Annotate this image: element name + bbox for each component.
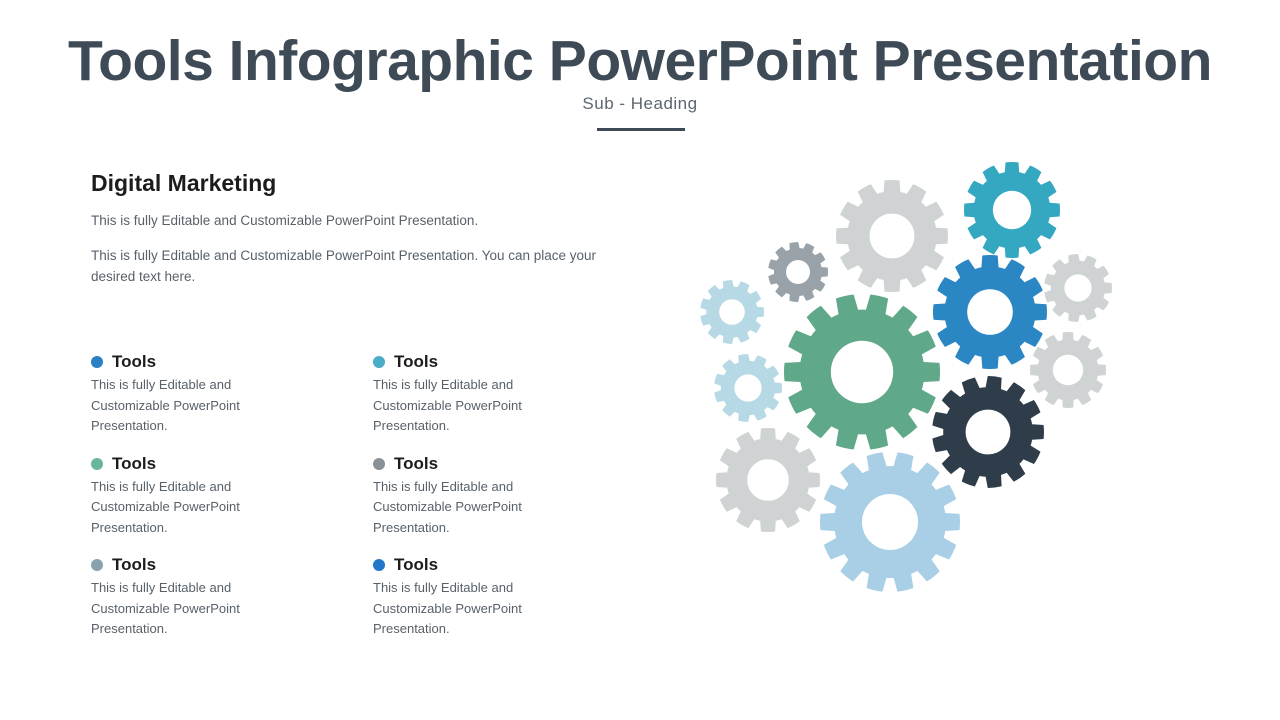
bullet-header-4 [373,454,631,474]
bullet-item-5 [91,555,373,640]
gear-lightblue-sm [700,280,764,344]
gear-grey-left [716,428,820,532]
tools-bullet-grid [91,352,631,657]
gear-lightblue-sm2 [714,354,782,422]
intro-paragraph-2: This is fully Editable and Customizable PowerPoint Presentation. You can place your desired text here. [91,247,597,284]
gear-green-large [784,294,940,449]
bullet-item-6 [373,555,631,646]
bullet-header-1 [91,352,373,372]
gear-grey-right [1044,254,1112,322]
bullet-title-5: Tools [112,555,157,575]
gear-blue-bottom-hub [862,494,918,550]
gears-cluster-illustration [680,140,1160,640]
bullet-dot-icon [373,458,385,470]
gear-grey-right2-hub [1053,355,1083,385]
gear-darkgrey-sm [768,242,828,302]
bullet-dot-icon [373,356,385,368]
bullet-body-1: This is fully Editable and Customizable PowerPoint Presentation. [91,377,240,434]
bullet-header-6 [373,555,631,575]
gear-blue-mid-hub [967,289,1013,335]
gear-darkgrey-sm-hub [786,260,810,284]
bullet-title-1: Tools [112,352,157,371]
title-divider [597,128,685,131]
gear-grey-top [836,180,948,292]
bullet-item-4 [373,454,631,545]
gear-blue-mid [933,255,1047,369]
bullet-title-6: Tools [394,555,439,575]
gear-grey-top-hub [870,214,915,259]
bullet-body-3: This is fully Editable and Customizable PowerPoint Presentation. [91,478,240,535]
gear-teal-top-hub [993,191,1031,229]
bullet-body-6: This is fully Editable and Customizable PowerPoint Presentation. [373,580,522,637]
bullet-header-3 [91,454,373,474]
gear-teal-top [964,162,1060,258]
section-heading: Digital Marketing [91,170,277,196]
gear-blue-bottom [820,452,960,591]
bullet-dot-icon [91,458,103,470]
gear-dark-navy [932,376,1044,488]
bullet-dot-icon [373,559,385,571]
bullet-title-2: Tools [394,352,439,371]
page-subtitle: Sub - Heading [582,94,698,113]
gear-lightblue-sm-hub [719,299,745,325]
bullet-title-3: Tools [112,453,157,473]
bullet-title-4: Tools [394,453,439,473]
bullet-item-3 [91,454,373,539]
gear-grey-right-hub [1064,274,1091,301]
bullet-header-2 [373,352,631,372]
bullet-header-5 [91,555,373,575]
page-title: Tools Infographic PowerPoint Presentation [68,29,1212,93]
gear-dark-navy-hub [966,410,1011,455]
bullet-dot-icon [91,559,103,571]
bullet-dot-icon [91,356,103,368]
left-content-column [91,170,611,302]
gear-green-large-hub [831,341,893,403]
bullet-item-1 [91,352,373,437]
bullet-body-5: This is fully Editable and Customizable PowerPoint Presentation. [91,580,240,637]
bullet-item-2 [373,352,631,443]
gear-grey-right2 [1030,332,1106,408]
gear-graphic [680,140,1160,640]
intro-paragraph-1: This is fully Editable and Customizable PowerPoint Presentation. [91,213,479,228]
gear-lightblue-sm2-hub [734,374,761,401]
bullet-body-4: This is fully Editable and Customizable PowerPoint Presentation. [373,478,522,535]
bullet-body-2: This is fully Editable and Customizable PowerPoint Presentation. [373,377,522,434]
gear-grey-left-hub [747,459,789,501]
